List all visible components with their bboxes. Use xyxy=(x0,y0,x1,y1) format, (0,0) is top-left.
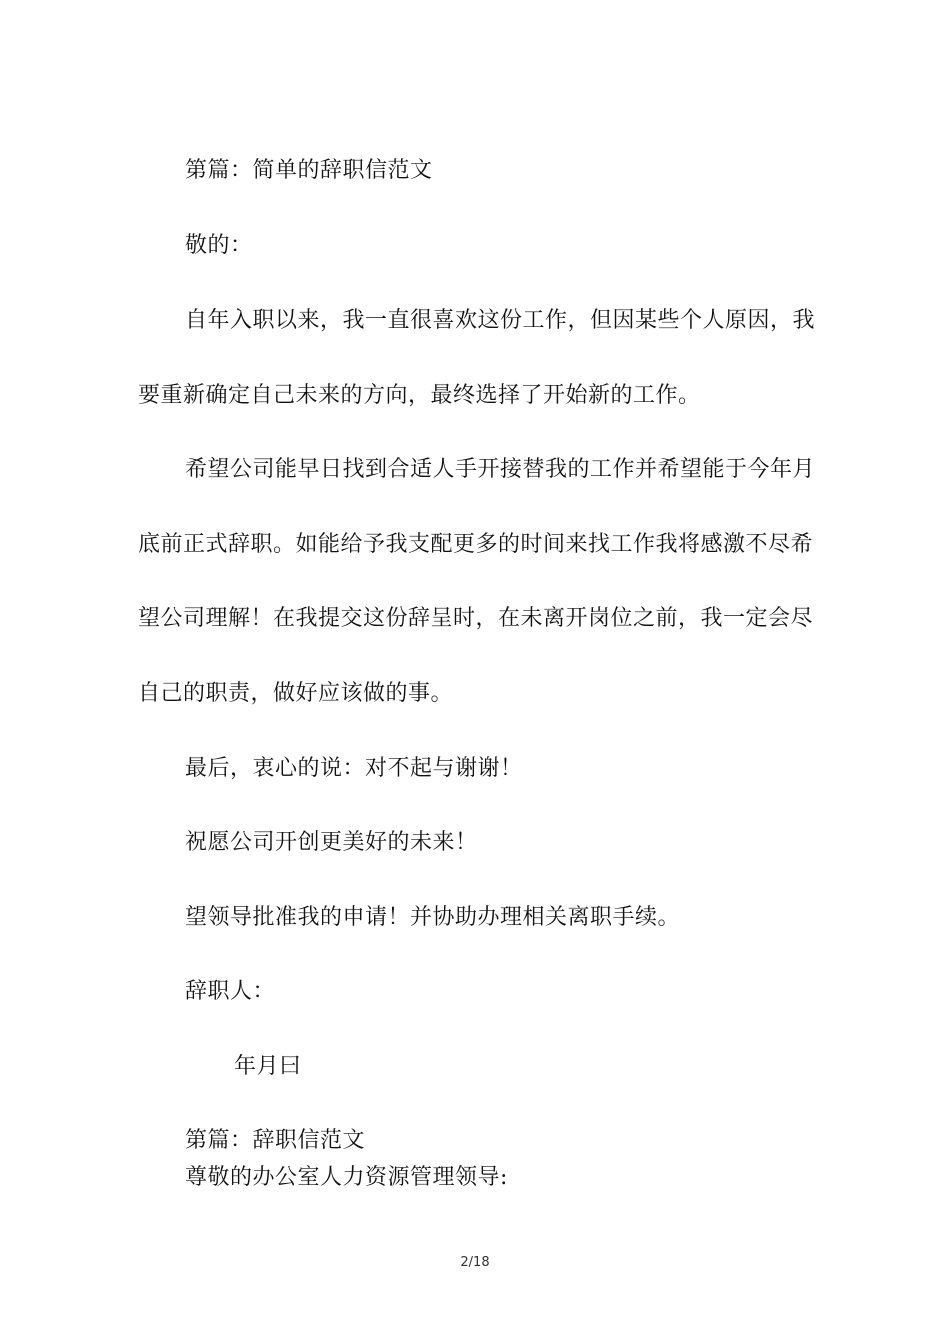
paragraph-1-line-1: 自年入职以来，我一直很喜欢这份工作，但因某些个人原因，我 xyxy=(185,308,816,333)
closing-line-3: 望领导批准我的申请！并协助办理相关离职手续。 xyxy=(185,905,681,930)
section-title-2: 第篇：辞职信范文 xyxy=(185,1128,366,1153)
salutation-2: 尊敬的办公室人力资源管理领导: xyxy=(185,1165,508,1190)
salutation-1: 敬的： xyxy=(185,233,253,258)
signature-label: 辞职人： xyxy=(185,979,276,1004)
paragraph-2-line-3: 望公司理解！在我提交这份辞呈时，在未离开岗位之前，我一定会尽 xyxy=(138,606,814,631)
closing-line-1: 最后，衷心的说：对不起与谢谢！ xyxy=(185,756,523,781)
paragraph-2-line-2: 底前正式辞职。如能给予我支配更多的时间来找工作我将感激不尽希 xyxy=(138,532,814,557)
paragraph-2-line-4: 自己的职责，做好应该做的事。 xyxy=(138,681,454,706)
closing-line-2: 祝愿公司开创更美好的未来！ xyxy=(185,830,478,855)
paragraph-1-line-2: 要重新确定自己未来的方向，最终选择了开始新的工作。 xyxy=(138,383,701,408)
page-number: 2/18 xyxy=(460,1255,490,1270)
paragraph-2-line-1: 希望公司能早日找到合适人手开接替我的工作并希望能于今年月 xyxy=(185,457,816,482)
section-title-1: 第篇：简单的辞职信范文 xyxy=(185,158,433,183)
date-line: 年月曰 xyxy=(234,1054,302,1079)
